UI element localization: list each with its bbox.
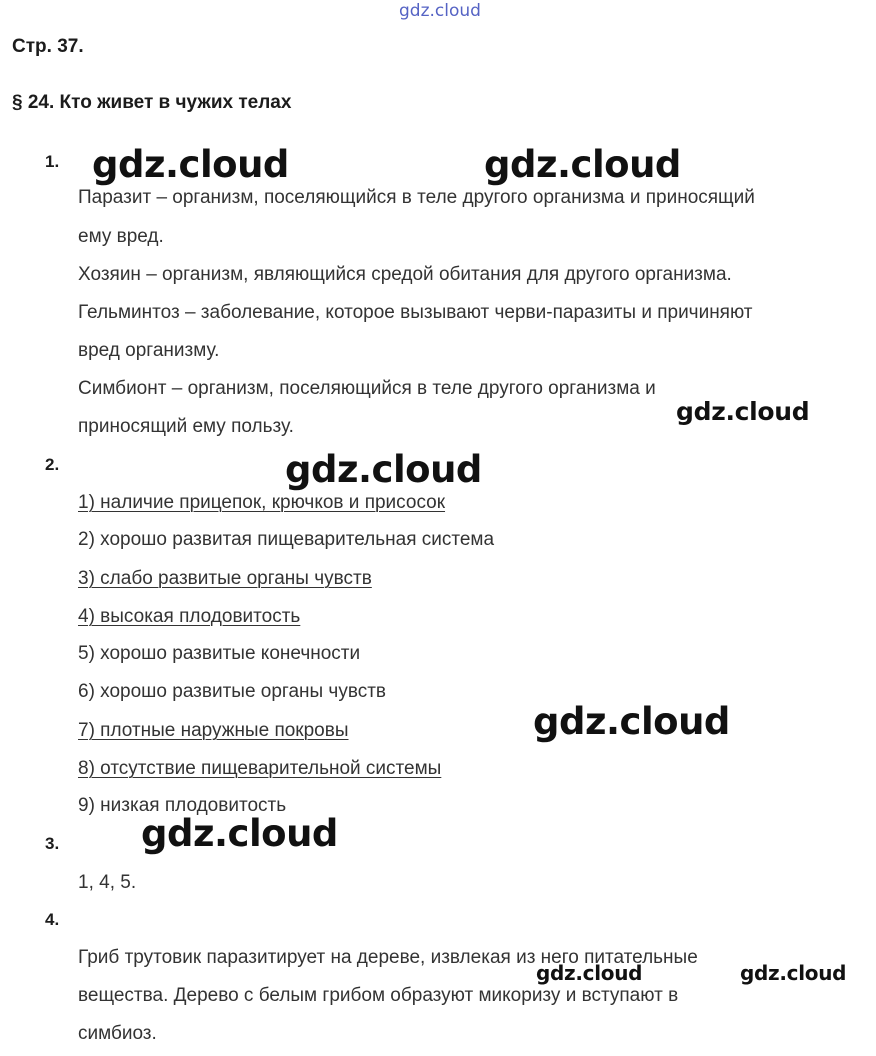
watermark: gdz.cloud [92, 143, 289, 186]
q1-line: приносящий ему пользу. [78, 416, 294, 437]
q2-option-1: 1) наличие прицепок, крючков и присосок [78, 492, 446, 513]
watermark: gdz.cloud [285, 448, 482, 491]
q1-line: Хозяин – организм, являющийся средой обитания для другого организма. [78, 264, 732, 285]
watermark: gdz.cloud [740, 961, 847, 985]
q4-line: симбиоз. [78, 1023, 157, 1044]
question-4-number: 4. [45, 910, 60, 929]
watermark: gdz.cloud [676, 397, 810, 426]
question-2-number: 2. [45, 455, 60, 474]
watermark-top: gdz.cloud [399, 1, 481, 21]
q2-option-8: 8) отсутствие пищеварительной системы [78, 758, 442, 779]
question-3-number: 3. [45, 834, 60, 853]
q2-option-5: 5) хорошо развитые конечности [78, 643, 361, 664]
q3-answer: 1, 4, 5. [78, 872, 137, 893]
question-1-number: 1. [45, 152, 60, 171]
q2-option-9: 9) низкая плодовитость [78, 795, 287, 816]
watermark: gdz.cloud [536, 961, 643, 985]
watermark: gdz.cloud [484, 143, 681, 186]
section-title: § 24. Кто живет в чужих телах [12, 92, 292, 113]
q1-line: вред организму. [78, 340, 220, 361]
q1-line: Паразит – организм, поселяющийся в теле другого организма и приносящий [78, 187, 755, 208]
q1-line: Гельминтоз – заболевание, которое вызывают черви-паразиты и причиняют [78, 302, 753, 323]
q1-line: Симбионт – организм, поселяющийся в теле другого организма и [78, 378, 656, 399]
watermark: gdz.cloud [533, 700, 730, 743]
q2-option-7: 7) плотные наружные покровы [78, 720, 349, 741]
q2-option-3: 3) слабо развитые органы чувств [78, 568, 372, 589]
q4-line: вещества. Дерево с белым грибом образуют микоризу и вступают в [78, 985, 679, 1006]
q2-option-2: 2) хорошо развитая пищеварительная система [78, 529, 495, 550]
q2-option-4: 4) высокая плодовитость [78, 606, 301, 627]
q2-option-6: 6) хорошо развитые органы чувств [78, 681, 387, 702]
q4-line: Гриб трутовик паразитирует на дереве, извлекая из него питательные [78, 947, 698, 968]
q1-line: ему вред. [78, 226, 164, 247]
watermark: gdz.cloud [141, 812, 338, 855]
page-label: Стр. 37. [12, 36, 84, 57]
